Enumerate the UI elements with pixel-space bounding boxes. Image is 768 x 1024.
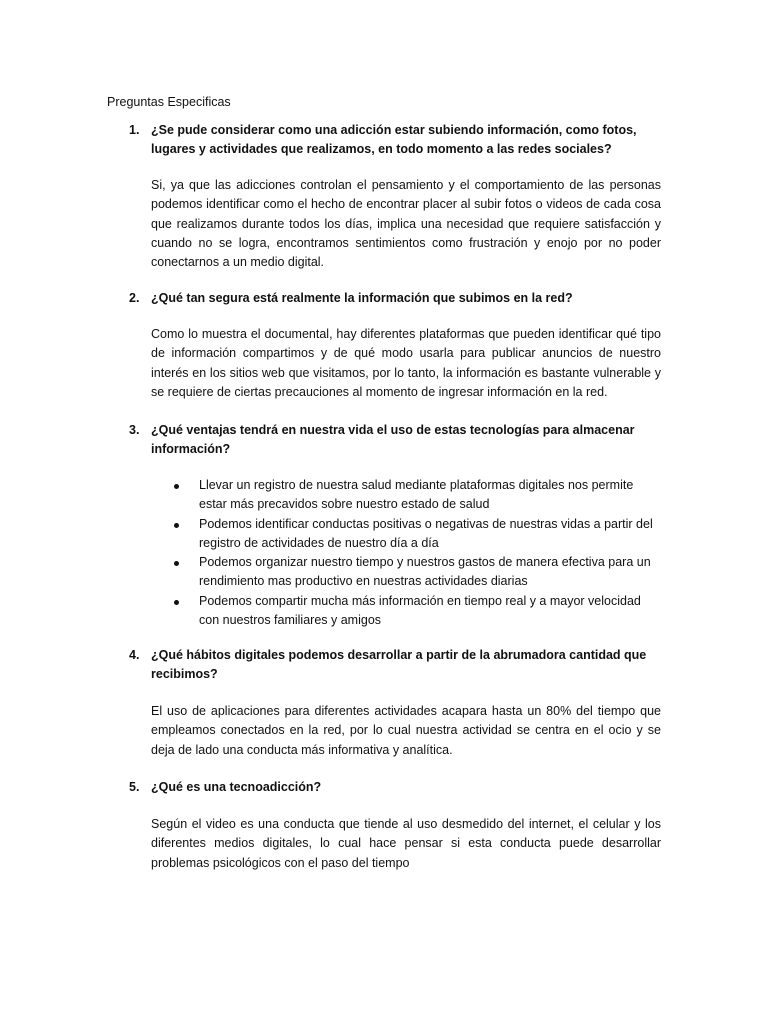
question-text: ¿Se pude considerar como una adicción estar subiendo información, como fotos, lugares y actividades que realizamos, en todo momento a las redes sociales?	[151, 123, 637, 156]
answer-1: Si, ya que las adicciones controlan el pensamiento y el comportamiento de las personas podemos identificar como el hecho de encontrar placer al subir fotos o videos de cada cosa que realizamos durante todos los días, implica una necesidad que requiere satisfacción y cuando no se logra, encontramos sentimientos como frustración y enojo por no poder conectarnos a un medio digital.	[151, 178, 661, 270]
bullet-icon	[174, 484, 179, 489]
question-text: ¿Qué tan segura está realmente la información que subimos en la red?	[151, 291, 573, 305]
list-item-text: Podemos identificar conductas positivas o negativas de nuestras vidas a partir del registro de actividades de nuestro día a día	[199, 516, 653, 550]
bullet-icon	[174, 600, 179, 605]
question-number: 4.	[129, 648, 140, 662]
question-number: 1.	[129, 123, 140, 137]
list-item-text: Podemos organizar nuestro tiempo y nuestros gastos de manera efectiva para un rendimiento mas productivo en nuestras actividades diarias	[199, 555, 651, 589]
list-item	[151, 592, 661, 631]
bullet-icon	[174, 523, 179, 528]
question-number: 3.	[129, 423, 140, 437]
question-text: ¿Qué ventajas tendrá en nuestra vida el uso de estas tecnologías para almacenar información?	[151, 423, 635, 456]
question-number: 2.	[129, 291, 140, 305]
document-title: Preguntas Especificas	[107, 95, 231, 109]
list-item	[151, 515, 661, 554]
question-text: ¿Qué hábitos digitales podemos desarrollar a partir de la abrumadora cantidad que recibimos?	[151, 648, 647, 681]
advantages-list	[151, 476, 661, 630]
answer-2: Como lo muestra el documental, hay diferentes plataformas que pueden identificar qué tipo de información compartimos y de qué modo usarla para publicar anuncios de nuestro interés en los sitios web que visitamos, por lo tanto, la información es bastante vulnerable y se requiere de ciertas precauciones al momento de ingresar información en la red.	[151, 327, 661, 399]
list-item-text: Llevar un registro de nuestra salud mediante plataformas digitales nos permite estar más precavidos sobre nuestro estado de salud	[199, 478, 634, 512]
answer-5: Según el video es una conducta que tiende al uso desmedido del internet, el celular y los diferentes medios digitales, lo cual hace pensar si esta conducta puede desarrollar problemas psicológicos con el paso del tiempo	[151, 817, 661, 870]
question-number: 5.	[129, 780, 140, 794]
list-item-text: Podemos compartir mucha más información en tiempo real y a mayor velocidad con nuestros familiares y amigos	[199, 593, 641, 628]
list-item	[151, 476, 661, 515]
question-text: ¿Qué es una tecnoadicción?	[151, 780, 322, 794]
list-item	[151, 553, 661, 592]
answer-4: El uso de aplicaciones para diferentes actividades acapara hasta un 80% del tiempo que empleamos conectados en la red, por lo cual nuestra actividad se centra en el ocio y se deja de lado una conducta más informativa y analítica.	[151, 704, 661, 757]
